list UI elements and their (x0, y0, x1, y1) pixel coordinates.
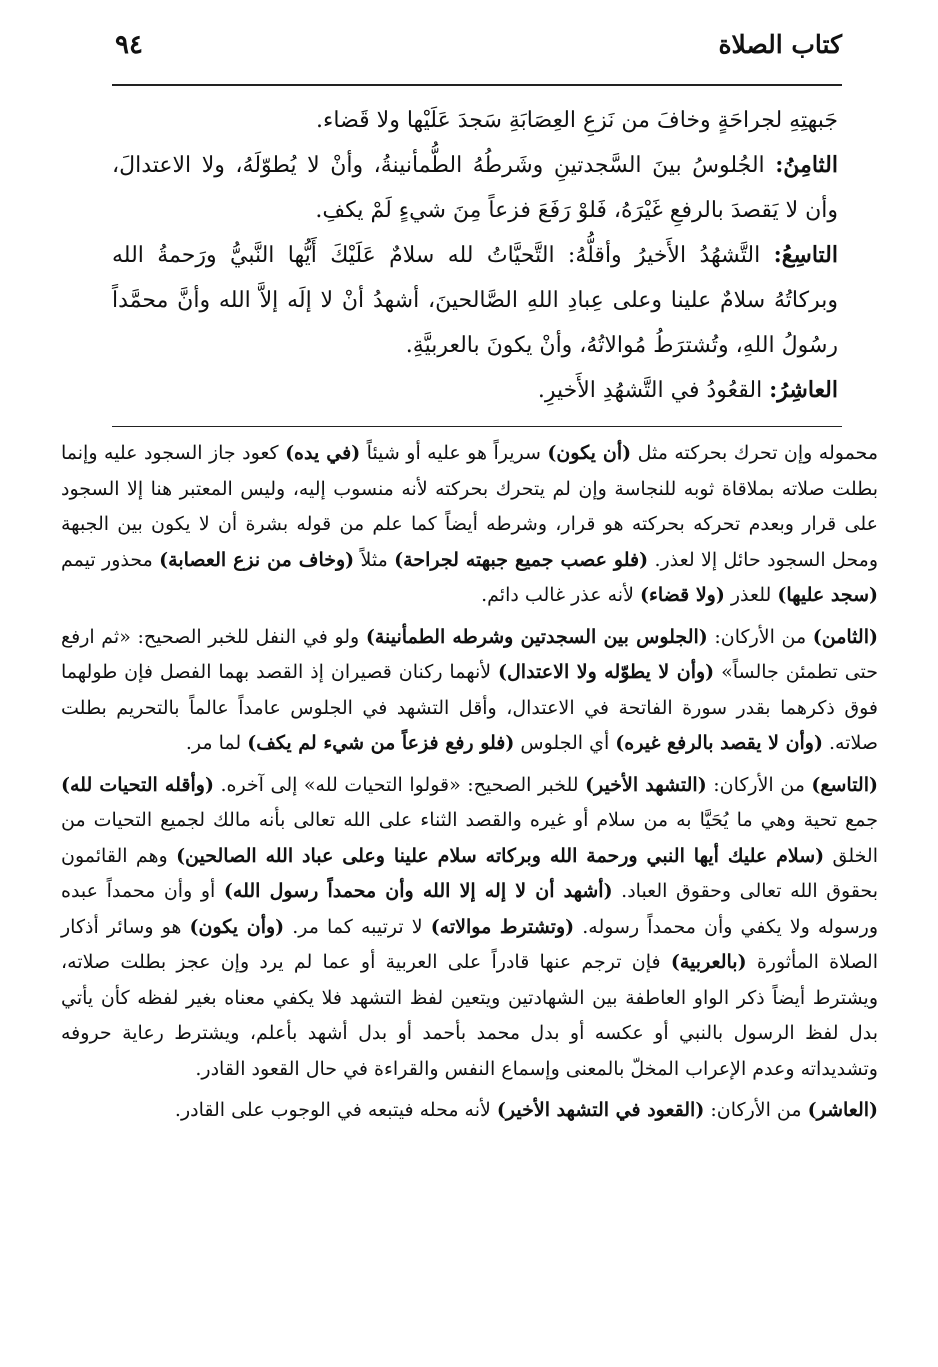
quoted-matn: (وتشترط موالاته) (430, 915, 575, 938)
commentary-span: سريراً هو عليه أو شيئاً (360, 442, 548, 464)
commentary-paragraph (61, 620, 878, 762)
commentary-span: لما مر. (185, 732, 248, 754)
commentary-paragraph (61, 436, 878, 614)
quoted-matn: (بالعربية) (670, 951, 747, 973)
commentary-span: للخبر الصحيح: «قولوا التحيات لله» إلى آخره. (213, 773, 586, 796)
commentary-paragraph (61, 1093, 878, 1129)
section-label: العاشِرُ: (769, 377, 838, 403)
commentary-paragraph (61, 768, 878, 1088)
quoted-matn: (القعود في التشهد الأخير) (496, 1099, 705, 1121)
quoted-matn: (سجد عليها) (777, 584, 878, 606)
quoted-matn: (التشهد الأخير) (585, 773, 707, 796)
commentary-span: للعذر (724, 584, 778, 606)
quoted-matn: (سلام عليك أيها النبي ورحمة الله وبركاته سلام علينا وعلى عباد الله الصالحين) (176, 844, 825, 867)
commentary-span: من الأركان: (706, 773, 812, 796)
quoted-matn: (وأن لا يطوّله ولا الاعتدال) (498, 661, 715, 683)
quoted-matn: (في يده) (285, 442, 361, 464)
page-number: ٩٤ (115, 30, 143, 60)
main-text (112, 98, 838, 413)
commentary-span: أو وأن محمداً عبده ورسوله ولا يكفي وأن محمداً رسوله. (61, 880, 878, 938)
section-label: الثامِنُ: (775, 152, 838, 178)
commentary-span: محموله وإن تحرك بحركته مثل (631, 442, 878, 464)
quoted-matn: (التاسع) (811, 773, 878, 796)
main-text-span: التَّشهُدُ الأَخيرُ وأقلُّهُ: التَّحيَّاتُ لله سلامٌ عَلَيْكَ أَيُّها النَّبيُّ ورَحمةُ الله وبركاتُهُ سلامٌ علينا وعلى عِبادِ اللهِ الصَّالحينَ، أشهدُ أنْ لا إلَه إلاَّ الله وأنَّ محمَّداً رسُولُ اللهِ، وتُشترَطُ مُوالاتُهُ، وأنْ يكونَ بالعربيَّةِ. (112, 243, 838, 358)
main-text-span: الجُلوسُ بينَ السَّجدتينِ وشَرطُهُ الطُّمأنينةُ، وأنْ لا يُطوّلَهُ، ولا الاعتدالَ، وأن لا يَقصدَ بالرفعِ غَيْرَهُ، فَلوْ رَفَعَ فزعاً مِنَ شيءٍ لَمْ يكفِ. (112, 153, 838, 223)
quoted-matn: (وأن لا يقصد بالرفع غيره) (615, 732, 823, 754)
commentary-span: لأنه عذر غالب دائم. (481, 584, 640, 606)
quoted-matn: (فلو رفع فزعاً من شيء لم يكف) (247, 732, 515, 754)
quoted-matn: (وأن يكون) (189, 915, 285, 938)
commentary-span: وهم القائمون بحقوق الله تعالى وحقوق العباد. (61, 844, 878, 902)
quoted-matn: (أشهد أن لا إله إلا الله وأن محمداً رسول الله) (223, 880, 613, 902)
section-label: التاسِعُ: (773, 242, 838, 268)
quoted-matn: (ولا قضاء) (639, 584, 725, 606)
commentary-span: محذور تيمم (61, 548, 160, 571)
commentary-span: مثلاً (354, 548, 395, 571)
quoted-matn: (الجلوس بين السجدتين وشرطه الطمأنينة) (365, 625, 708, 648)
footnote-separator (112, 426, 842, 427)
commentary-span: من الأركان: (704, 1099, 808, 1121)
main-paragraph (112, 233, 838, 368)
commentary (61, 436, 878, 1129)
commentary-span: أي الجلوس (514, 732, 616, 754)
quoted-matn: (أن يكون) (547, 442, 632, 464)
commentary-span: من الأركان: (707, 625, 813, 648)
main-paragraph (112, 368, 838, 413)
quoted-matn: (وخاف من نزع العصابة) (159, 548, 355, 571)
main-text-span: القعُودُ في التَّشهُدِ الأَخيرِ. (537, 378, 770, 403)
commentary-span: لأنهما ركنان قصيران إذ القصد بهما الفصل فإن طولهما فوق ذكرهما بقدر سورة الفاتحة في الاعتدال، وأقل التشهد في الجلوس عامداً عالماً بالتحريم بطلت صلاته. (61, 661, 878, 754)
header-rule (112, 84, 842, 86)
commentary-span: ولو في النفل للخبر الصحيح: «ثم ارفع حتى تطمئن جالساً» (61, 625, 879, 683)
quoted-matn: (العاشر) (807, 1099, 878, 1121)
quoted-matn: (وأقله التحيات لله) (61, 773, 214, 796)
commentary-span: فإن ترجم عنها قادراً على العربية أو عما لم يرد وإن عجز بطلت صلاته، ويشترط أيضاً ذكر الواو العاطفة بين الشهادتين ويتعين لفظ التشهد فلا يكفي معناه بغير لفظه كأن يأتي بدل لفظ الرسول بالنبي أو عكسه أو بدل محمد بأحمد أو بدل أشهد بأعلم، ويشترط رعاية حروفه وتشديداته وعدم الإعراب المخلّ بالمعنى وإسماع النفس والقراءة في حال القعود القادر. (61, 951, 878, 1080)
quoted-matn: (الثامن) (812, 625, 878, 648)
quoted-matn: (فلو عصب جميع جبهته لجراحة) (394, 548, 649, 571)
commentary-span: لا ترتيبه كما مر. (284, 915, 431, 938)
commentary-span: جمع تحية وهي ما يُحَيَّا به من سلام أو غيره والقصد الثناء على الله تعالى بأنه مالك لجميع التحيات من الخلق (61, 809, 878, 867)
commentary-span: هو وسائر أذكار الصلاة المأثورة (61, 915, 878, 973)
main-text-span: جَبهتِهِ لجراحَةٍ وخافَ من نَزعِ العِصَابَةِ سَجدَ عَلَيْها ولا قَضاء. (316, 108, 838, 133)
main-paragraph (112, 143, 838, 233)
running-title: كتاب الصلاة (718, 30, 842, 59)
page-header (115, 30, 842, 70)
commentary-span: كعود جاز السجود عليه وإنما بطلت صلاته بملاقاة ثوبه للنجاسة وإن لم يتحرك بحركته لأنه منسوب إليه، وليس المعتبر هنا إلا السجود على قرار وبعدم تحركه بحركته هو قرار، وشرطه أيضاً كما علم من قوله بشرة أن لا يكون بين الجبهة ومحل السجود حائل إلا لعذر. (61, 442, 879, 571)
commentary-span: لأنه محله فيتبعه في الوجوب على القادر. (174, 1099, 497, 1121)
main-paragraph (112, 98, 838, 143)
